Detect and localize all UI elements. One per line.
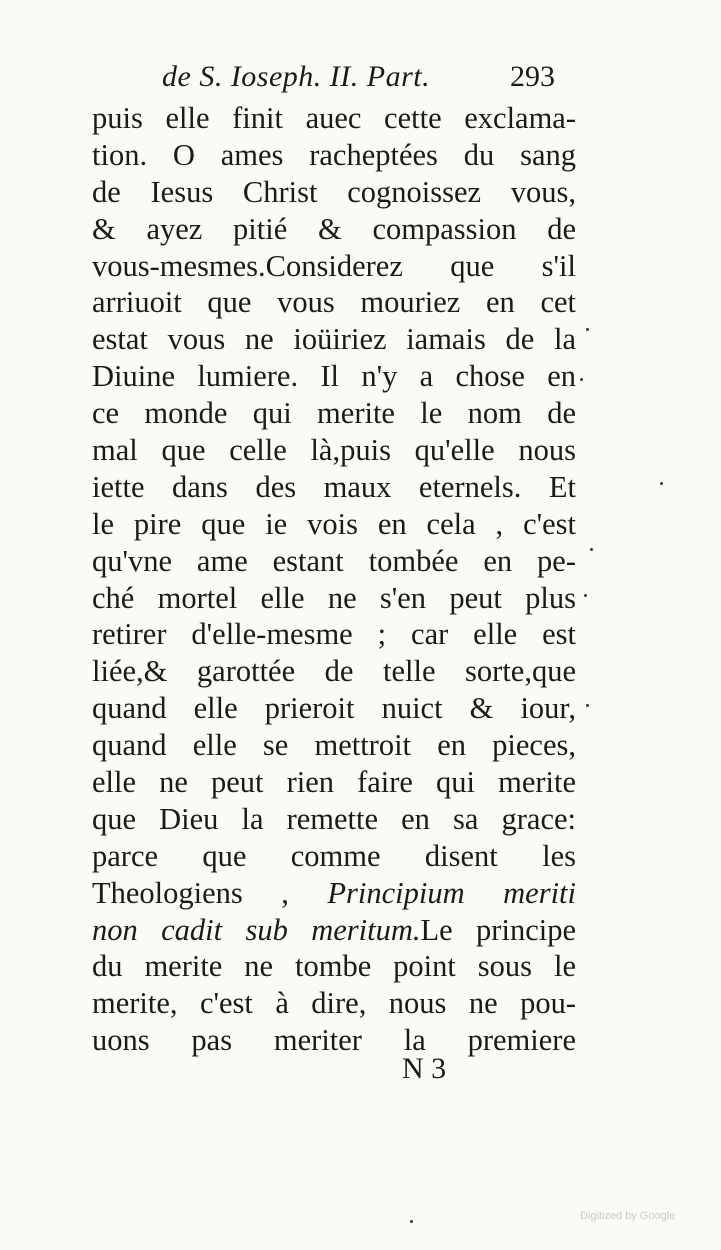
text-line: & ayez pitié & compassion de	[92, 211, 576, 246]
text-line: elle ne peut rien faire qui merite	[92, 765, 576, 800]
ink-speck	[410, 1220, 413, 1223]
ink-speck	[586, 704, 589, 707]
text-line: puis elle finit auec cette exclama-	[92, 101, 576, 135]
text-line: du merite ne tombe point sous le	[92, 949, 576, 984]
text-line: quand elle se mettroit en pieces,	[92, 728, 576, 763]
page-number: 293	[510, 60, 555, 93]
text-line: Diuine lumiere. Il n'y a chose en	[92, 359, 576, 394]
text-line: qu'vne ame estant tombée en pe-	[92, 543, 576, 578]
text-line: que Dieu la remette en sa grace:	[92, 801, 576, 836]
page-header	[162, 54, 582, 98]
text-line: vous-mesmes.Considerez que s'il	[92, 248, 576, 283]
body-text	[92, 100, 576, 1059]
watermark: Digitized by Google	[580, 1210, 676, 1222]
text-line: ché mortel elle ne s'en peut plus	[92, 580, 576, 615]
ink-speck	[584, 594, 587, 597]
ink-speck	[580, 378, 583, 381]
running-title: de S. Ioseph. II. Part.	[162, 60, 431, 93]
ink-speck	[586, 328, 589, 331]
signature-mark: N 3	[402, 1052, 447, 1085]
ink-speck	[590, 548, 593, 551]
text-line: iette dans des maux eternels. Et	[92, 469, 576, 504]
text-line: mal que celle là,puis qu'elle nous	[92, 433, 576, 468]
text-line: quand elle prieroit nuict & iour,	[92, 691, 576, 726]
text-line: arriuoit que vous mouriez en cet	[92, 285, 576, 320]
latin-quote: Principium meriti	[327, 875, 576, 910]
text-line: merite, c'est à dire, nous ne pou-	[92, 986, 576, 1021]
text-line: ce monde qui merite le nom de	[92, 396, 576, 431]
text-line: liée,& garottée de telle sorte,que	[92, 654, 576, 689]
ink-speck	[660, 482, 663, 485]
text-line: parce que comme disent les	[92, 838, 576, 873]
text-line: non cadit sub meritum.Le principe	[92, 912, 576, 947]
text-line: tion. O ames racheptées du sang	[92, 137, 576, 172]
text-line: le pire que ie vois en cela , c'est	[92, 506, 576, 541]
text-line: de Iesus Christ cognoissez vous,	[92, 174, 576, 209]
text-line: Theologiens , Principium meriti	[92, 875, 576, 910]
latin-quote: non cadit sub meritum.	[92, 912, 421, 947]
text-line: retirer d'elle-mesme ; car elle est	[92, 617, 576, 652]
text-line: uons pas meriter la premiere	[92, 1023, 576, 1058]
text-line: estat vous ne ioüiriez iamais de la	[92, 322, 576, 357]
